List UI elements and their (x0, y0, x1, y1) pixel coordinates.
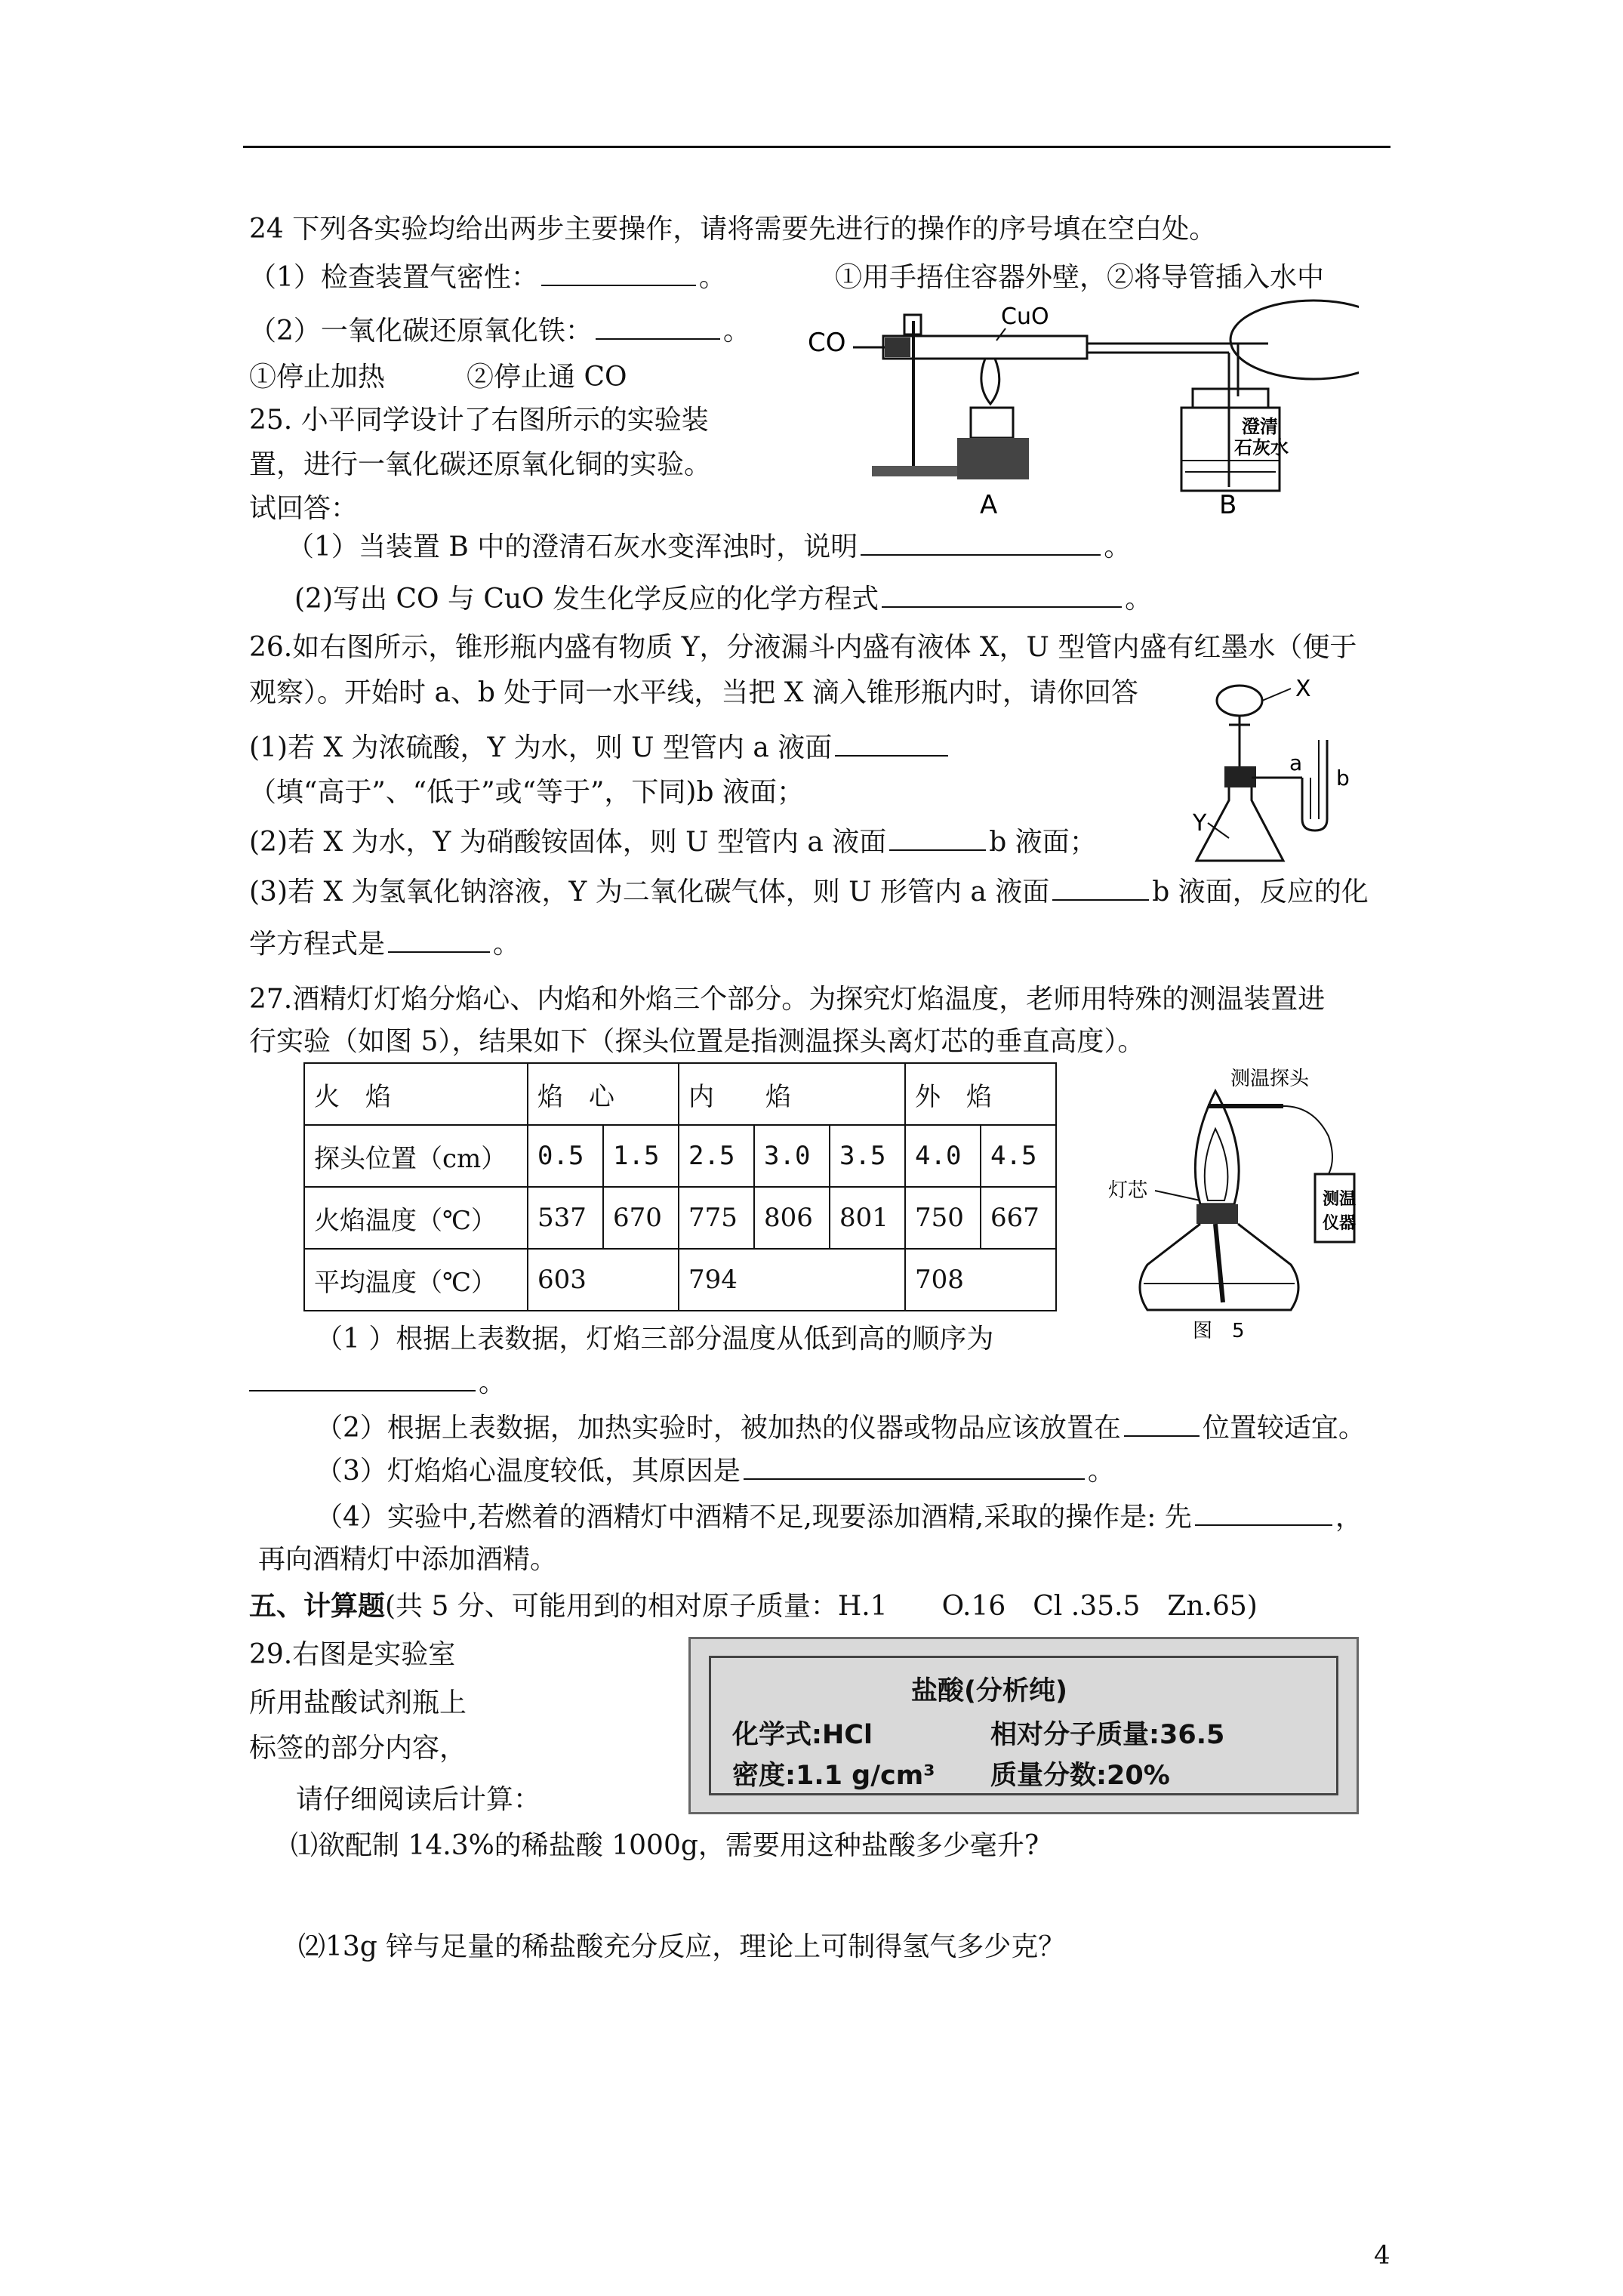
fig-b-level-label: b (1336, 766, 1350, 791)
q26-line2: 观察）。开始时 a、b 处于同一水平线，当把 X 滴入锥形瓶内时，请你回答 (249, 677, 1138, 708)
q26-sub2: (2)若 X 为水，Y 为硝酸铵固体，则 U 型管内 a 液面 b 液面； (249, 827, 1097, 858)
q24-stem: 24 下列各实验均给出两步主要操作，请将需要先进行的操作的序号填在空白处。 (249, 214, 1217, 245)
table-cell: 4.5 (981, 1125, 1056, 1187)
fig-x-label: X (1295, 680, 1311, 702)
table-cell: 775 (679, 1187, 754, 1249)
table-row (304, 1249, 1056, 1311)
fig-a-label: A (980, 490, 998, 520)
table-row-label: 探头位置（cm） (304, 1125, 528, 1187)
table-row (304, 1187, 1056, 1249)
q29-line2: 所用盐酸试剂瓶上 (249, 1687, 467, 1718)
answer-blank[interactable] (835, 732, 948, 757)
answer-blank[interactable] (388, 929, 490, 953)
label-formula: 化学式:HCl (732, 1720, 873, 1750)
q26-sub1: (1)若 X 为浓硫酸，Y 为水，则 U 型管内 a 液面 (249, 732, 951, 765)
fig-instrument-label-2: 仪器 (1323, 1214, 1357, 1233)
table-row-label: 火焰温度（℃） (304, 1187, 528, 1249)
co-reduction-apparatus-figure (800, 298, 1359, 525)
table-row (304, 1125, 1056, 1187)
label-mass-fraction: 质量分数:20% (990, 1761, 1170, 1791)
q29-line1: 29.右图是实验室 (249, 1639, 456, 1670)
fig-a-level-label: a (1289, 750, 1303, 775)
hcl-reagent-label (688, 1637, 1359, 1814)
table-cell: 0.5 (528, 1125, 603, 1187)
table-cell: 4.0 (905, 1125, 981, 1187)
label-molecular-mass: 相对分子质量:36.5 (990, 1720, 1225, 1750)
table-cell: 670 (603, 1187, 679, 1249)
q29-sub2: ⑵13g 锌与足量的稀盐酸充分反应，理论上可制得氢气多少克？ (298, 1931, 1066, 1962)
fig-wick-label: 灯芯 (1108, 1179, 1148, 1202)
q27-sub4b: 再向酒精灯中添加酒精。 (258, 1544, 558, 1575)
table-cell: 3.5 (830, 1125, 905, 1187)
q25-line3: 试回答： (249, 493, 359, 524)
table-cell: 806 (754, 1187, 830, 1249)
table-cell: 537 (528, 1187, 603, 1249)
answer-blank[interactable] (889, 827, 986, 851)
u-tube-flask-figure (1155, 680, 1381, 876)
answer-blank[interactable] (249, 1367, 476, 1391)
q25-sub1: （1）当装置 B 中的澄清石灰水变浑浊时，说明 。 (287, 532, 1132, 562)
q26-line1: 26.如右图所示，锥形瓶内盛有物质 Y，分液漏斗内盛有液体 X，U 型管内盛有红墨水（便于 (249, 632, 1357, 663)
fig-cuo-label: CuO (1001, 304, 1049, 330)
table-cell: 603 (528, 1249, 679, 1311)
q27-sub3: （3）灯焰焰心温度较低，其原因是 。 (316, 1456, 1115, 1487)
q26-sub1b: （填“高于”、“低于”或“等于”，下同)b 液面； (249, 777, 804, 808)
q24-item1-options: ①用手捂住容器外壁，②将导管插入水中 (835, 262, 1325, 293)
q25-line1: 25. 小平同学设计了右图所示的实验装 (249, 405, 709, 436)
table-header-cell: 内 焰 (679, 1063, 905, 1125)
alcohol-lamp-figure (1102, 1061, 1389, 1340)
q27-line1: 27.酒精灯灯焰分焰心、内焰和外焰三个部分。为探究灯焰温度，老师用特殊的测温装置进 (249, 984, 1326, 1015)
q29-sub1: ⑴欲配制 14.3%的稀盐酸 1000g，需要用这种盐酸多少毫升? (291, 1830, 1039, 1861)
table-cell: 750 (905, 1187, 981, 1249)
table-header-cell: 焰 心 (528, 1063, 679, 1125)
q29-line4: 请仔细阅读后计算： (296, 1784, 541, 1815)
fig-b-label: B (1219, 490, 1237, 520)
q27-sub4: （4）实验中,若燃着的酒精灯中酒精不足,现要添加酒精,采取的操作是: 先 ， (316, 1502, 1363, 1533)
table-header-cell: 火 焰 (304, 1063, 528, 1125)
q27-sub1: （1 ）根据上表数据，灯焰三部分温度从低到高的顺序为 (316, 1324, 994, 1354)
table-header-cell: 外 焰 (905, 1063, 1056, 1125)
answer-blank[interactable] (1195, 1502, 1332, 1526)
answer-blank[interactable] (861, 532, 1101, 556)
fig-instrument-label-1: 测温 (1323, 1190, 1357, 1209)
answer-blank[interactable] (882, 584, 1122, 608)
q25-line2: 置，进行一氧化碳还原氧化铜的实验。 (249, 449, 712, 480)
table-cell: 708 (905, 1249, 1056, 1311)
table-row-label: 平均温度（℃） (304, 1249, 528, 1311)
label-density: 密度:1.1 g/cm³ (732, 1761, 935, 1791)
fig-caption: 图 5 (1193, 1320, 1245, 1340)
label-title: 盐酸(分析纯) (911, 1676, 1067, 1706)
table-cell: 794 (679, 1249, 905, 1311)
section-5-heading: 五、计算题(共 5 分、可能用到的相对原子质量：H.1 O.16 Cl .35.5 Zn.65) (249, 1591, 1258, 1622)
q26-sub3c: 学方程式是 。 (249, 929, 521, 960)
flame-temperature-table (303, 1062, 1057, 1311)
q27-sub1-answer: 。 (249, 1367, 506, 1400)
q24-item1: （1）检查装置气密性： 。 (249, 262, 726, 293)
table-cell: 3.0 (754, 1125, 830, 1187)
table-cell: 801 (830, 1187, 905, 1249)
fig-lime-water-label-2: 石灰水 (1234, 437, 1289, 458)
answer-blank[interactable] (744, 1456, 1085, 1480)
fig-y-label: Y (1193, 810, 1207, 837)
answer-blank[interactable] (1124, 1413, 1200, 1437)
q27-line2: 行实验（如图 5），结果如下（探头位置是指测温探头离灯芯的垂直高度）。 (249, 1026, 1145, 1057)
fig-probe-label: 测温探头 (1230, 1068, 1310, 1090)
header-rule (243, 146, 1390, 148)
answer-blank[interactable] (596, 316, 720, 340)
table-cell: 667 (981, 1187, 1056, 1249)
q26-sub3: (3)若 X 为氢氧化钠溶液，Y 为二氧化碳气体，则 U 形管内 a 液面 b 液面，反应的化 (249, 877, 1369, 908)
fig-lime-water-label-1: 澄清 (1242, 416, 1278, 437)
answer-blank[interactable] (541, 262, 696, 286)
table-cell: 1.5 (603, 1125, 679, 1187)
table-cell: 2.5 (679, 1125, 754, 1187)
answer-blank[interactable] (1052, 877, 1149, 901)
q29-line3: 标签的部分内容， (249, 1733, 467, 1764)
q25-sub2: (2)写出 CO 与 CuO 发生化学反应的化学方程式 。 (294, 584, 1153, 615)
q24-item2-options: ①停止加热 ②停止通 CO (249, 362, 627, 393)
table-row (304, 1063, 1056, 1125)
page-number: 4 (1374, 2240, 1390, 2270)
q24-item2: （2）一氧化碳还原氧化铁： 。 (249, 316, 750, 347)
q27-sub2: （2）根据上表数据，加热实验时，被加热的仪器或物品应该放置在 位置较适宜。 (316, 1413, 1366, 1444)
fig-co-label: CO (808, 328, 846, 358)
